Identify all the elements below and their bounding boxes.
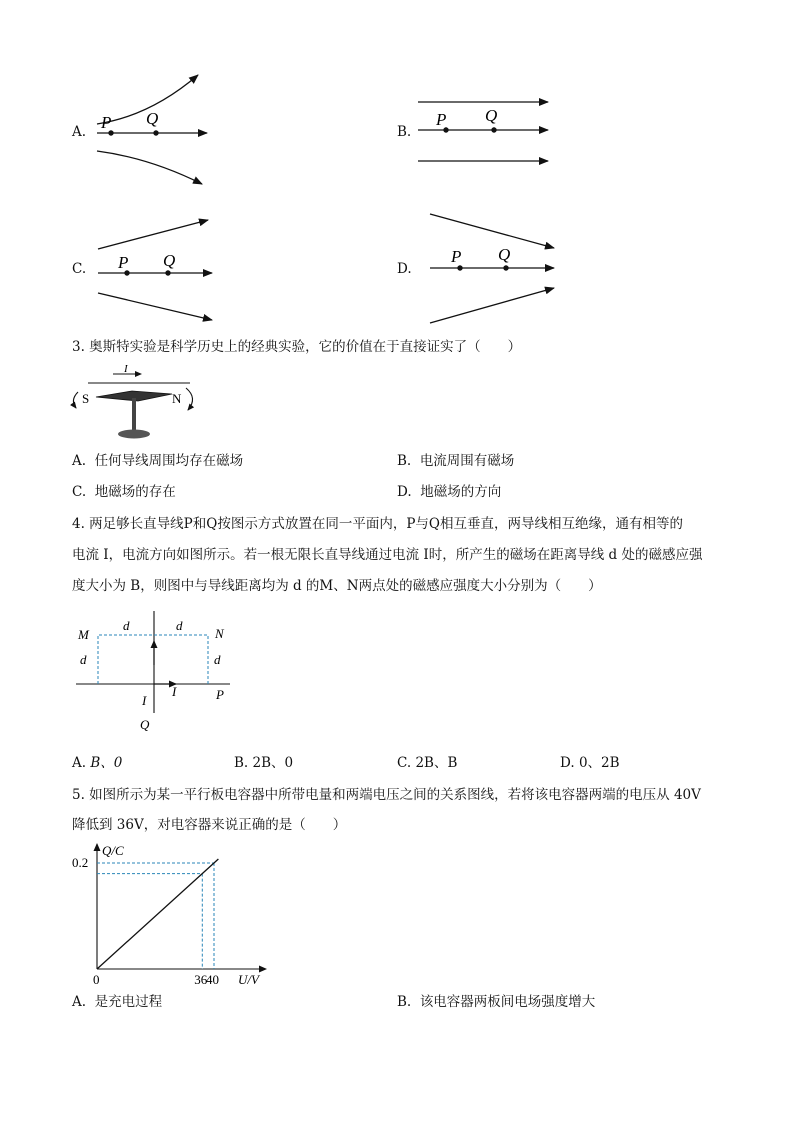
field-line-converging [430, 214, 554, 248]
q4-stem-line-3: 度大小为 B，则图中与导线距离均为 d 的M、N两点处的磁感应强度大小分别为（ ） [72, 578, 602, 594]
distance-label: d [214, 652, 221, 667]
point-q-dot [491, 127, 496, 132]
q2-option-b-letter[interactable]: B. [397, 124, 412, 140]
q5-stem-line-1: 5. 如图所示为某一平行板电容器中所带电量和两端电压之间的关系图线，若将该电容器两端的电压从 40V [72, 787, 701, 803]
option-letter: B. [397, 994, 412, 1010]
current-label-p: I [172, 684, 177, 699]
field-line-curve [97, 151, 202, 184]
q2-option-a-figure [90, 66, 220, 191]
option-letter: B. [397, 453, 412, 469]
q2-option-c-figure [92, 212, 222, 327]
q4-option-b[interactable] [234, 757, 293, 771]
q2-options [0, 0, 794, 330]
option-text: B、0 [90, 755, 123, 771]
q5-option-b[interactable] [397, 996, 595, 1010]
option-letter: D. [560, 755, 575, 771]
q2-option-c-letter[interactable]: C. [72, 261, 87, 277]
x-axis-label: U/V [238, 972, 259, 987]
q5-option-a[interactable] [72, 996, 162, 1010]
q4-wire-figure [68, 605, 238, 737]
option-letter: C. [72, 484, 87, 500]
distance-label: d [80, 652, 87, 667]
option-letter: A. [72, 755, 87, 771]
dashed-guide-n [154, 635, 208, 684]
option-text: 电流周围有磁场 [419, 453, 515, 469]
current-label-q: I [142, 693, 147, 708]
field-line-converging [98, 220, 208, 249]
q4-option-c[interactable] [397, 757, 457, 771]
field-line-converging [430, 288, 554, 323]
point-q-dot [153, 130, 158, 135]
y-tick-label: 0.2 [72, 855, 89, 870]
option-text: 该电容器两板间电场强度增大 [419, 994, 596, 1010]
rotation-arrow-icon [73, 392, 78, 408]
compass-base [118, 430, 150, 439]
q4-stem-line-1: 4. 两足够长直导线P和Q按图示方式放置在同一平面内，P与Q相互垂直，两导线相互绝缘，通有相等的 [72, 516, 683, 532]
q3-option-a[interactable] [72, 455, 243, 469]
y-axis-label: Q/C [102, 843, 124, 858]
point-q-dot [165, 270, 170, 275]
point-q-label: Q [485, 106, 498, 125]
option-letter: A. [72, 453, 87, 469]
wire-q-label: Q [140, 717, 150, 732]
point-p-label: P [118, 253, 129, 272]
point-q-label: Q [163, 251, 176, 270]
q3-option-c[interactable] [72, 486, 176, 500]
origin-label: 0 [93, 972, 100, 987]
option-text: 2B、B [415, 755, 458, 771]
rotation-arrow-icon [186, 388, 193, 410]
q3-option-d[interactable] [397, 486, 501, 500]
option-letter: B. [234, 755, 249, 771]
point-p-label: P [101, 113, 112, 132]
option-text: 地磁场的存在 [94, 484, 176, 500]
q5-qu-chart [66, 838, 276, 990]
option-letter: C. [397, 755, 412, 771]
point-p-dot [457, 265, 462, 270]
current-label: I [124, 363, 128, 375]
north-pole-label: N [172, 391, 182, 406]
q4-option-d[interactable] [560, 757, 620, 771]
south-pole-label: S [82, 391, 90, 406]
option-text: 0、2B [578, 755, 620, 771]
dashed-guide-m [98, 635, 154, 684]
q5-stem-line-2: 降低到 36V，对电容器来说正确的是（ ） [72, 817, 347, 833]
q3-option-b[interactable] [397, 455, 514, 469]
q3-stem: 3. 奥斯特实验是科学历史上的经典实验，它的价值在于直接证实了（ ） [72, 339, 522, 355]
point-q-label: Q [498, 245, 511, 264]
q2-option-d-letter[interactable]: D. [397, 261, 412, 277]
q2-option-b-figure [414, 90, 554, 170]
point-q-label: Q [146, 109, 159, 128]
q4-option-a[interactable] [72, 757, 122, 771]
option-text: 地磁场的方向 [420, 484, 502, 500]
point-p-label: P [451, 247, 462, 266]
distance-label: d [176, 618, 183, 633]
compass-stand [132, 398, 136, 431]
point-m-label: M [78, 627, 89, 642]
field-line-diverging [98, 293, 212, 320]
option-text: 任何导线周围均存在磁场 [94, 453, 244, 469]
distance-label: d [123, 618, 130, 633]
option-letter: A. [72, 994, 87, 1010]
option-text: 2B、0 [252, 755, 294, 771]
option-letter: D. [397, 484, 412, 500]
x-tick-label: 40 [206, 972, 219, 987]
q3-oersted-figure [68, 360, 208, 445]
point-p-label: P [436, 110, 447, 129]
q2-option-d-figure [426, 208, 561, 326]
wire-p-label: P [216, 687, 224, 702]
q-u-line [97, 859, 218, 969]
q4-stem-line-2: 电流 I，电流方向如图所示。若一根无限长直导线通过电流 I时，所产生的磁场在距离导线 d 处的磁感应强 [72, 547, 703, 563]
q2-option-a-letter[interactable]: A. [72, 124, 87, 140]
x-tick-label: 36 [194, 972, 208, 987]
option-text: 是充电过程 [94, 994, 163, 1010]
point-q-dot [503, 265, 508, 270]
point-n-label: N [215, 626, 224, 641]
